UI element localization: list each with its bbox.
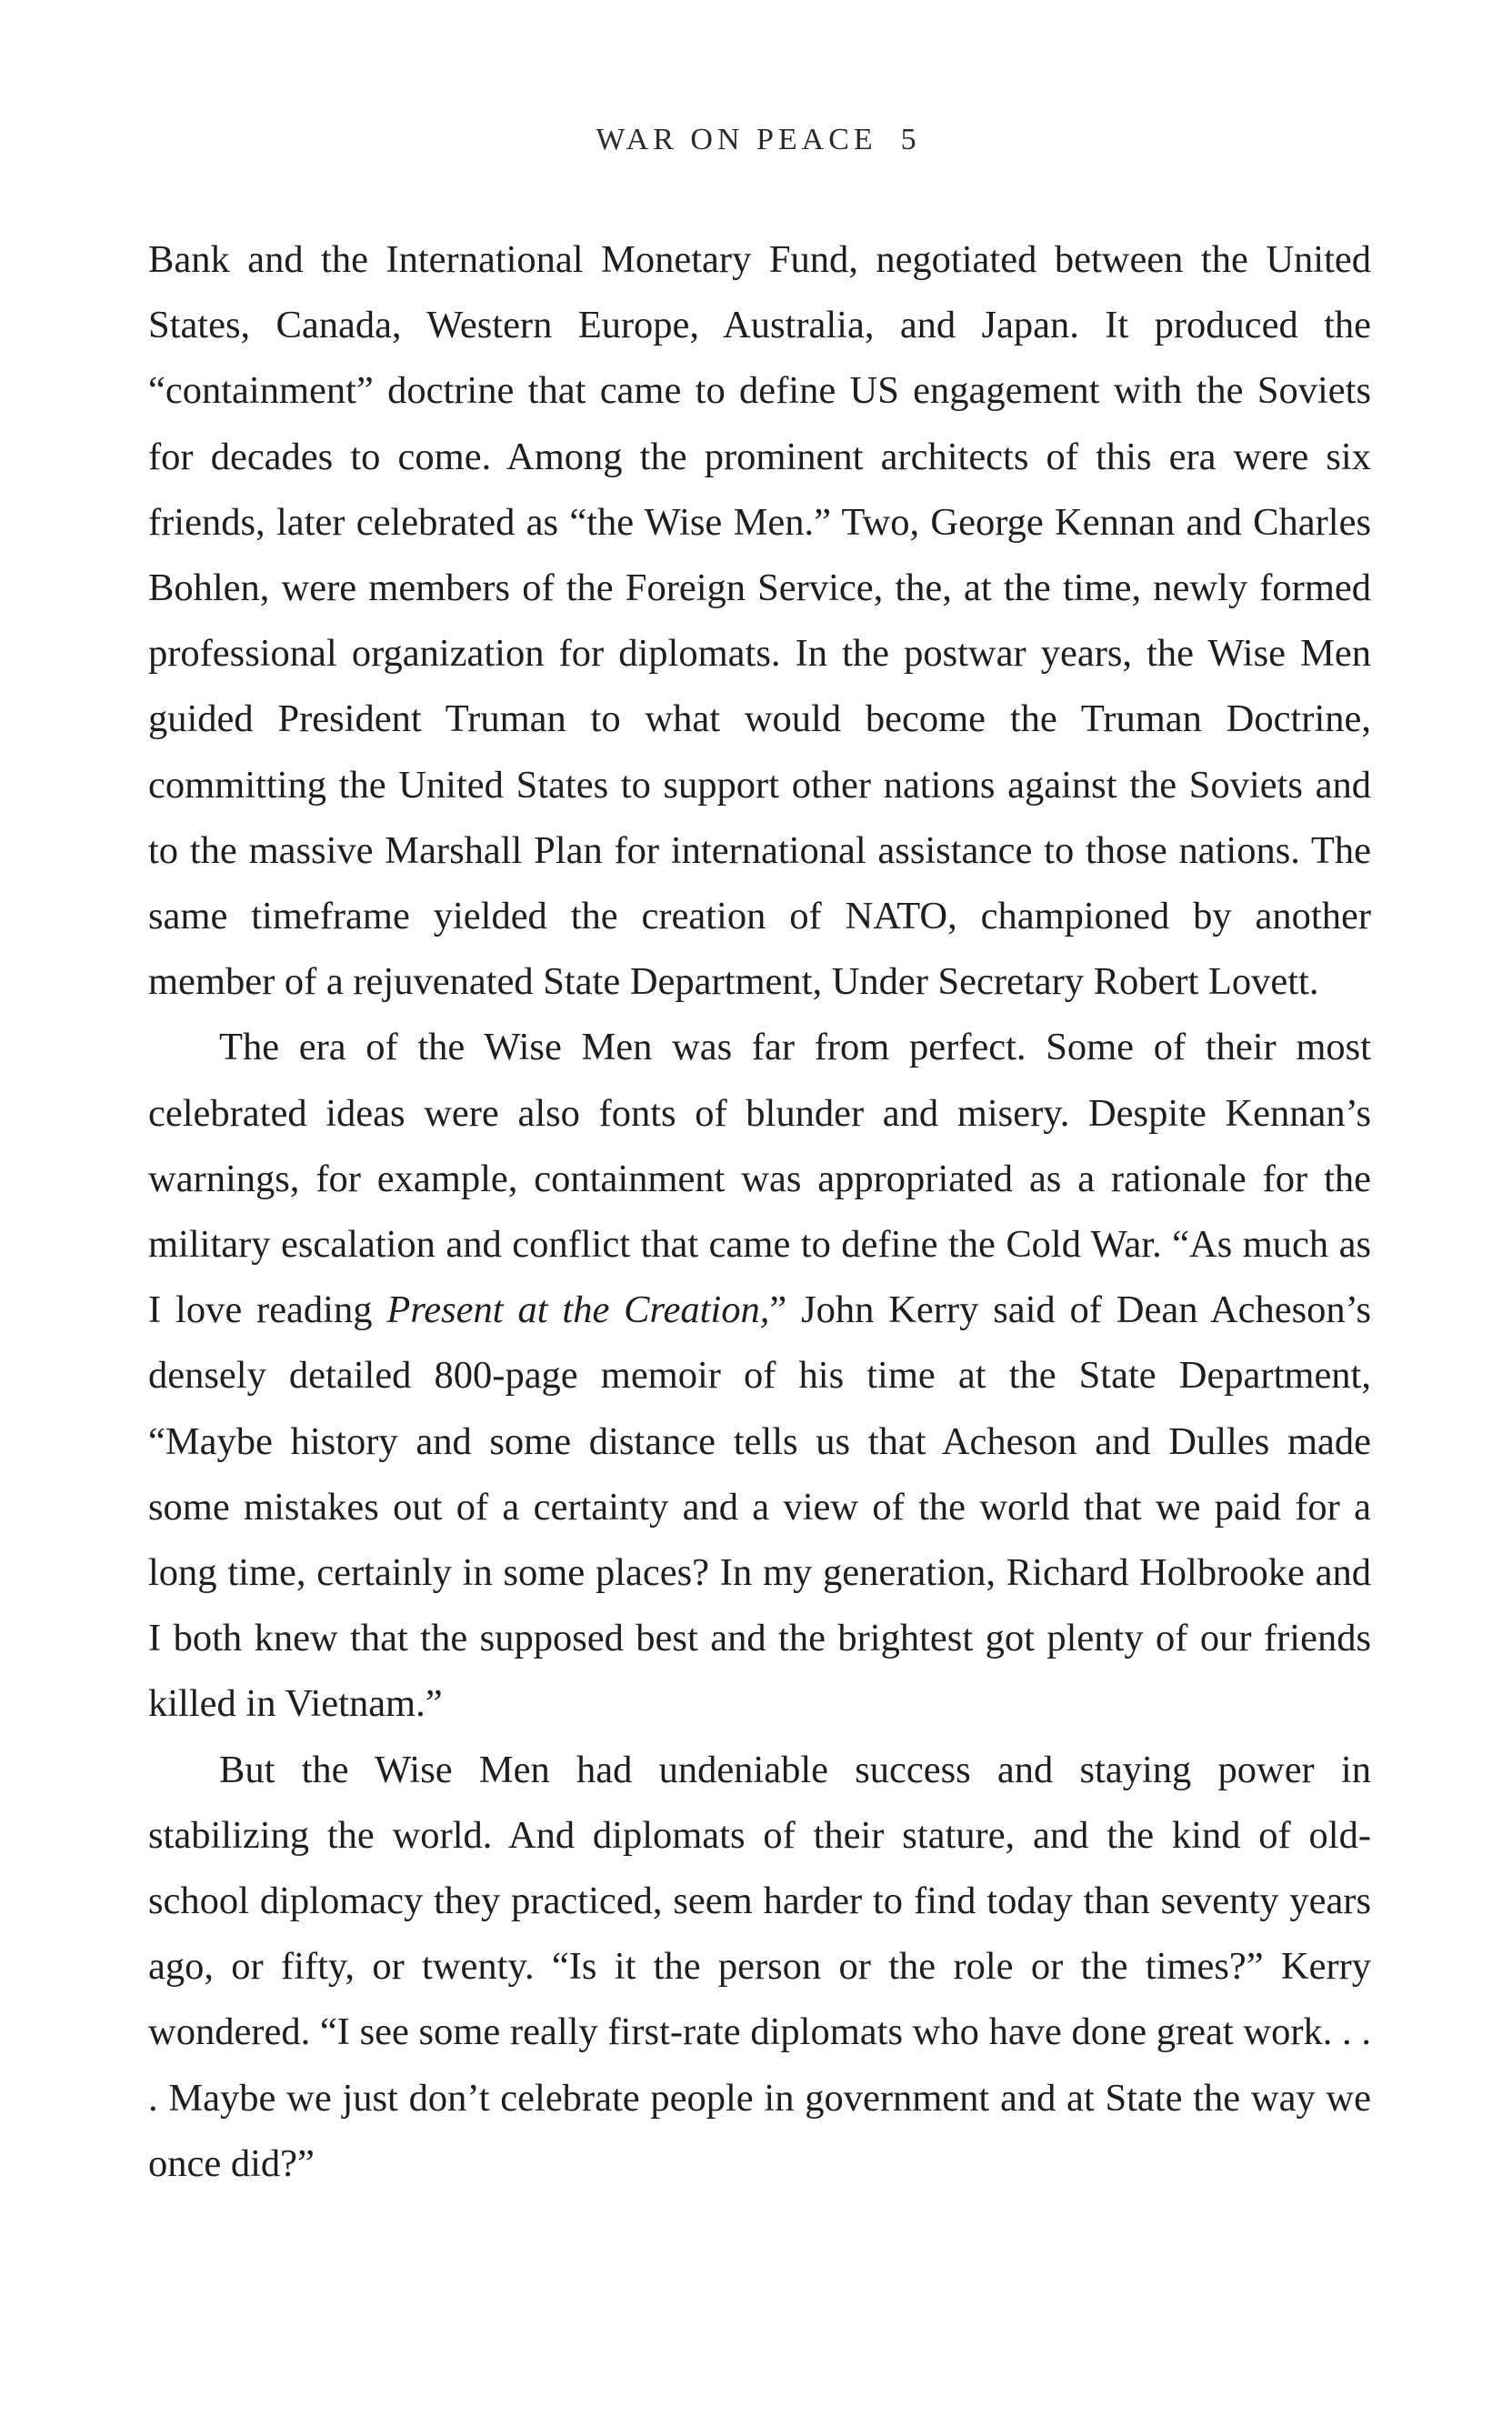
paragraph-1: Bank and the International Monetary Fund, negotiated between the United States, Canada, Western Europe, Australia, and Japan. It produced the “containment” doctrine that came to define US engagement with the Soviets for decades to come. Among the prominent architects of this era were six friends, later celebrated as “the Wise Men.” Two, George Kennan and Charles Bohlen, were members of the Foreign Service, the, at the time, newly formed professional organization for diplomats. In the postwar years, the Wise Men guided President Truman to what would become the Truman Doctrine, committing the United States to support other nations against the Soviets and to the massive Marshall Plan for international assistance to those nations. The same timeframe yielded the creation of NATO, championed by another member of a rejuvenated State Department, Under Secretary Robert Lovett. xyxy=(148,238,1371,1004)
running-head xyxy=(0,123,1512,157)
paragraph-2-text-end: ” John Kerry said of Dean Acheson’s densely detailed 800-page memoir of his time at the State Department, “Maybe history and some distance tells us that Acheson and Dulles made some mistakes out of a certainty and a view of the world that we paid for a long time, certainly in some places? In my generation, Richard Holbrooke and I both knew that the supposed best and the brightest got plenty of our friends killed in Vietnam.” xyxy=(148,1288,1372,1726)
book-title: Present at the Creation, xyxy=(386,1288,770,1332)
paragraph-2 xyxy=(148,1015,1371,1737)
body-text xyxy=(148,227,1371,2197)
paragraph-2-text-start: The era of the Wise Men was far from perfect. Some of their most celebrated ideas were also fonts of blunder and misery. Despite Kennan’s warnings, for example, containment was appropriated as a rationale for the military escalation and conflict that came to define the Cold War. “As much as I love reading xyxy=(148,1026,1371,1332)
page-number: 5 xyxy=(900,123,916,156)
running-title: WAR ON PEACE xyxy=(596,123,877,156)
paragraph-3: But the Wise Men had undeniable success and staying power in stabilizing the world. And diplomats of their stature, and the kind of old-school diplomacy they practiced, seem harder to find today than seventy years ago, or fifty, or twenty. “Is it the person or the role or the times?” Kerry wondered. “I see some really first-rate diplomats who have done great work. . . . Maybe we just don’t celebrate people in government and at State the way we once did?” xyxy=(148,1748,1371,2185)
